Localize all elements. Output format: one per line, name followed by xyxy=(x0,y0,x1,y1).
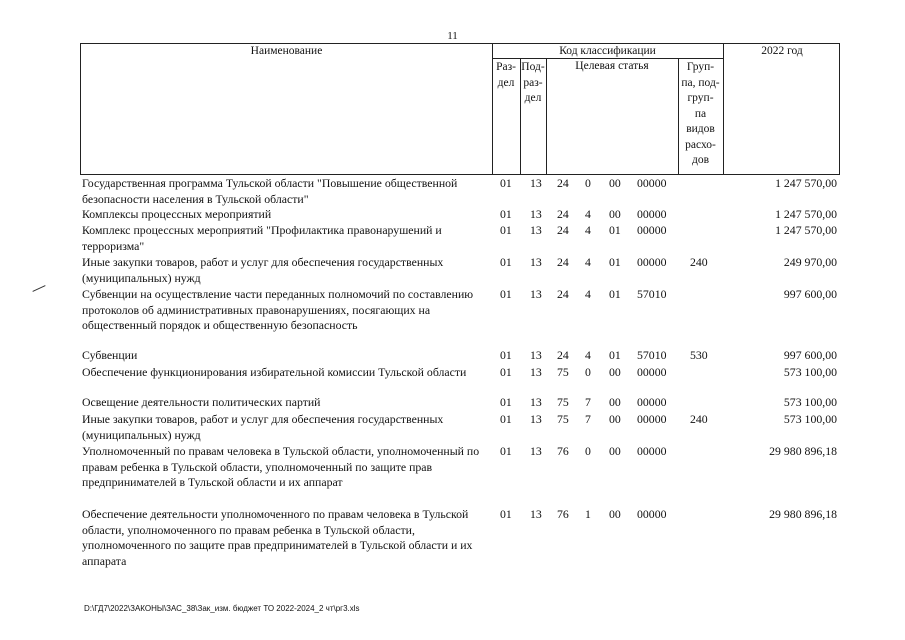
row-podrazdel: 13 xyxy=(530,507,542,521)
row-target-direction: 00000 xyxy=(637,255,667,269)
row-name: Уполномоченный по правам человека в Тульской области, уполномоченный по правам ребенка в Тульской области, уполномоченный по защите прав предпринимателей в Тульской области и их аппарат xyxy=(82,444,480,489)
row-razdel: 01 xyxy=(500,444,512,458)
row-podrazdel: 13 xyxy=(530,412,542,426)
row-target-type: 4 xyxy=(585,287,591,301)
row-target-subprogram: 01 xyxy=(609,255,621,269)
row-target-direction: 00000 xyxy=(637,365,667,379)
row-target-program: 24 xyxy=(557,348,569,362)
row-podrazdel: 13 xyxy=(530,348,542,362)
row-razdel: 01 xyxy=(500,223,512,237)
row-target-program: 75 xyxy=(557,365,569,379)
row-target-direction: 00000 xyxy=(637,412,667,426)
row-target-subprogram: 01 xyxy=(609,287,621,301)
row-podrazdel: 13 xyxy=(530,255,542,269)
header-podrazdel xyxy=(520,60,546,107)
row-target-subprogram: 00 xyxy=(609,176,621,190)
row-target-subprogram: 00 xyxy=(609,507,621,521)
row-target-subprogram: 00 xyxy=(609,365,621,379)
row-target-subprogram: 00 xyxy=(609,395,621,409)
row-razdel: 01 xyxy=(500,365,512,379)
header-name: Наименование xyxy=(250,45,323,57)
row-target-direction: 57010 xyxy=(637,348,667,362)
header-code-group: Код классификации xyxy=(559,45,656,57)
row-amount: 249 970,00 xyxy=(783,255,837,269)
header-razdel-line: дел xyxy=(497,76,515,89)
row-name: Субвенции xyxy=(82,348,138,362)
row-amount: 573 100,00 xyxy=(783,412,837,426)
header-razdel xyxy=(492,60,520,91)
row-target-subprogram: 01 xyxy=(609,223,621,237)
row-target-direction: 00000 xyxy=(637,207,667,221)
header-group-line: дов xyxy=(691,154,710,166)
row-amount: 29 980 896,18 xyxy=(769,444,837,458)
row-target-direction: 00000 xyxy=(637,507,667,521)
row-podrazdel: 13 xyxy=(530,207,542,221)
row-target-program: 76 xyxy=(557,507,569,521)
row-amount: 573 100,00 xyxy=(783,395,837,409)
row-target-program: 75 xyxy=(557,412,569,426)
header-group-line: расхо- xyxy=(685,138,716,151)
row-name: Иные закупки товаров, работ и услуг для обеспечения государственных (муниципальных) нужд xyxy=(82,412,444,442)
row-target-type: 0 xyxy=(585,444,591,458)
header-expense-group xyxy=(678,60,723,169)
header-razdel-line: Раз- xyxy=(496,61,516,73)
row-amount: 1 247 570,00 xyxy=(775,223,837,237)
row-target-direction: 00000 xyxy=(637,444,667,458)
row-name: Обеспечение функционирования избирательной комиссии Тульской области xyxy=(82,365,467,379)
row-podrazdel: 13 xyxy=(530,223,542,237)
row-target-type: 7 xyxy=(585,412,591,426)
row-target-program: 76 xyxy=(557,444,569,458)
table-header xyxy=(80,43,840,175)
header-divider xyxy=(723,44,724,174)
row-target-subprogram: 01 xyxy=(609,348,621,362)
row-expense-type: 530 xyxy=(690,348,708,362)
row-razdel: 01 xyxy=(500,207,512,221)
row-amount: 573 100,00 xyxy=(783,365,837,379)
row-name: Комплекс процессных мероприятий "Профилактика правонарушений и терроризма" xyxy=(82,223,442,253)
row-amount: 997 600,00 xyxy=(783,348,837,362)
row-razdel: 01 xyxy=(500,176,512,190)
row-name: Субвенции на осуществление части переданных полномочий по составлению протоколов об административных правонарушениях, посягающих на общественный порядок и общественную безопасность xyxy=(82,287,474,332)
header-group-line: па, под- xyxy=(681,76,720,89)
row-expense-type: 240 xyxy=(690,412,708,426)
row-amount: 29 980 896,18 xyxy=(769,507,837,521)
row-target-type: 1 xyxy=(585,507,591,521)
row-target-program: 24 xyxy=(557,176,569,190)
row-podrazdel: 13 xyxy=(530,444,542,458)
row-target-type: 7 xyxy=(585,395,591,409)
row-target-direction: 00000 xyxy=(637,223,667,237)
file-path-footer: D:\ГД7\2022\ЗАКОНЫ\ЗАС_38\Зак_изм. бюджет ТО 2022-2024_2 чт\рг3.xls xyxy=(84,604,360,613)
row-name: Обеспечение деятельности уполномоченного по правам человека в Тульской области, уполномоченного по правам ребенка в Тульской области, уполномоченного по защите прав предпринимателей в Тульской области и их аппарата xyxy=(82,507,473,568)
row-podrazdel: 13 xyxy=(530,287,542,301)
row-target-program: 24 xyxy=(557,207,569,221)
row-podrazdel: 13 xyxy=(530,365,542,379)
row-razdel: 01 xyxy=(500,255,512,269)
row-podrazdel: 13 xyxy=(530,395,542,409)
row-name: Иные закупки товаров, работ и услуг для обеспечения государственных (муниципальных) нужд xyxy=(82,255,444,285)
row-name: Государственная программа Тульской области "Повышение общественной безопасности населения в Тульской области" xyxy=(82,176,458,206)
row-target-type: 4 xyxy=(585,348,591,362)
row-amount: 1 247 570,00 xyxy=(775,207,837,221)
row-razdel: 01 xyxy=(500,395,512,409)
row-name: Комплексы процессных мероприятий xyxy=(82,207,272,221)
row-target-program: 24 xyxy=(557,287,569,301)
row-target-type: 4 xyxy=(585,207,591,221)
row-target-program: 24 xyxy=(557,255,569,269)
row-target-type: 4 xyxy=(585,223,591,237)
row-expense-type: 240 xyxy=(690,255,708,269)
row-razdel: 01 xyxy=(500,507,512,521)
row-target-type: 0 xyxy=(585,365,591,379)
header-group-line: видов xyxy=(686,123,715,135)
row-target-direction: 00000 xyxy=(637,395,667,409)
row-target-subprogram: 00 xyxy=(609,207,621,221)
row-name: Освещение деятельности политических партий xyxy=(82,395,321,409)
row-target-direction: 00000 xyxy=(637,176,667,190)
header-divider xyxy=(546,58,547,174)
header-divider xyxy=(492,58,723,59)
header-group-line: па xyxy=(694,107,707,120)
header-target-article: Целевая статья xyxy=(575,60,649,72)
row-amount: 1 247 570,00 xyxy=(775,176,837,190)
header-year: 2022 год xyxy=(761,45,803,57)
header-group-line: груп- xyxy=(687,92,714,104)
page-number: 11 xyxy=(447,30,458,42)
row-razdel: 01 xyxy=(500,412,512,426)
header-podrazdel-line: дел xyxy=(524,92,542,104)
row-target-type: 0 xyxy=(585,176,591,190)
row-target-subprogram: 00 xyxy=(609,412,621,426)
row-target-type: 4 xyxy=(585,255,591,269)
row-target-subprogram: 00 xyxy=(609,444,621,458)
row-target-program: 24 xyxy=(557,223,569,237)
row-razdel: 01 xyxy=(500,348,512,362)
header-podrazdel-line: Под- xyxy=(521,61,545,73)
row-target-direction: 57010 xyxy=(637,287,667,301)
pen-mark xyxy=(32,285,45,292)
row-amount: 997 600,00 xyxy=(783,287,837,301)
header-group-line: Груп- xyxy=(686,61,715,73)
row-razdel: 01 xyxy=(500,287,512,301)
header-podrazdel-line: раз- xyxy=(523,76,543,89)
row-target-program: 75 xyxy=(557,395,569,409)
row-podrazdel: 13 xyxy=(530,176,542,190)
